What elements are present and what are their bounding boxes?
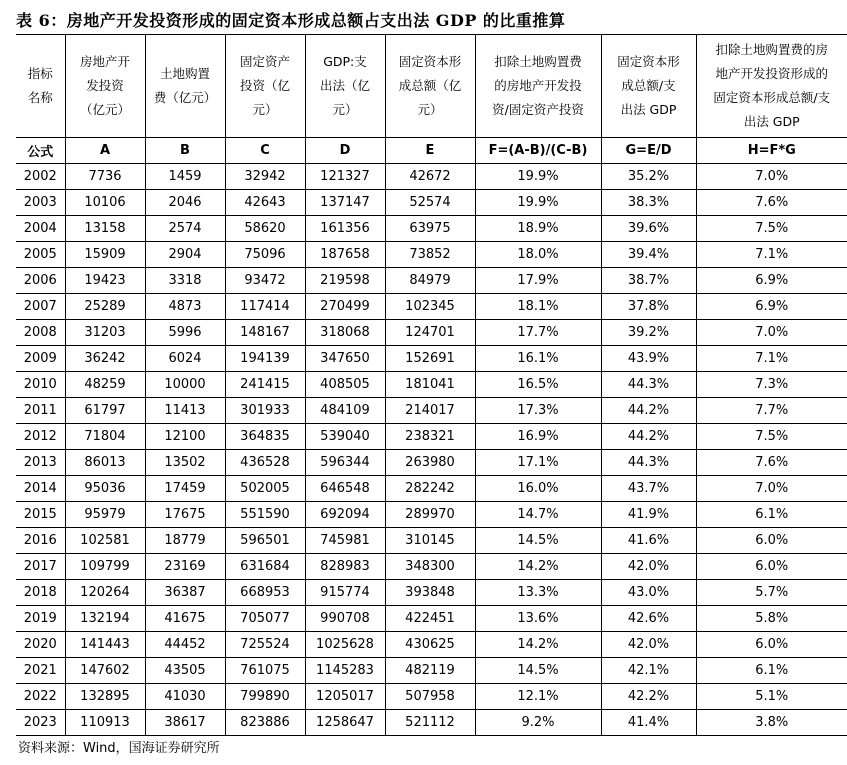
- table-cell: 393848: [385, 580, 475, 606]
- table-cell: 12100: [145, 424, 225, 450]
- table-cell: 799890: [225, 684, 305, 710]
- table-cell: 823886: [225, 710, 305, 736]
- table-cell: 42643: [225, 190, 305, 216]
- table-row: [16, 372, 847, 398]
- table-cell: 38.3%: [601, 190, 696, 216]
- table-cell: 725524: [225, 632, 305, 658]
- table-row: [16, 190, 847, 216]
- year-cell: 2017: [16, 554, 65, 580]
- table-row: [16, 294, 847, 320]
- table-cell: 17675: [145, 502, 225, 528]
- table-cell: 124701: [385, 320, 475, 346]
- table-cell: 18.1%: [475, 294, 601, 320]
- table-cell: 109799: [65, 554, 145, 580]
- table-cell: 110913: [65, 710, 145, 736]
- column-header: 房地产开 发投资 （亿元）: [65, 35, 145, 138]
- table-cell: 692094: [305, 502, 385, 528]
- table-row: [16, 684, 847, 710]
- table-row: [16, 346, 847, 372]
- table-row: [16, 398, 847, 424]
- table-cell: 6.0%: [696, 554, 847, 580]
- table-cell: 521112: [385, 710, 475, 736]
- formula-cell: A: [65, 138, 145, 164]
- year-cell: 2004: [16, 216, 65, 242]
- table-cell: 318068: [305, 320, 385, 346]
- table-cell: 43505: [145, 658, 225, 684]
- table-cell: 36242: [65, 346, 145, 372]
- formula-cell: C: [225, 138, 305, 164]
- year-cell: 2010: [16, 372, 65, 398]
- table-cell: 270499: [305, 294, 385, 320]
- year-cell: 2005: [16, 242, 65, 268]
- table-cell: 6.0%: [696, 528, 847, 554]
- table-cell: 705077: [225, 606, 305, 632]
- table-cell: 6.1%: [696, 658, 847, 684]
- table-cell: 596501: [225, 528, 305, 554]
- table-cell: 310145: [385, 528, 475, 554]
- table-cell: 422451: [385, 606, 475, 632]
- table-cell: 631684: [225, 554, 305, 580]
- column-header: GDP:支 出法（亿 元）: [305, 35, 385, 138]
- table-cell: 7736: [65, 164, 145, 190]
- table-cell: 39.6%: [601, 216, 696, 242]
- table-cell: 95036: [65, 476, 145, 502]
- table-row: [16, 580, 847, 606]
- table-cell: 16.5%: [475, 372, 601, 398]
- table-cell: 6.1%: [696, 502, 847, 528]
- table-cell: 42.2%: [601, 684, 696, 710]
- table-cell: 121327: [305, 164, 385, 190]
- year-cell: 2019: [16, 606, 65, 632]
- table-cell: 17.1%: [475, 450, 601, 476]
- table-cell: 38.7%: [601, 268, 696, 294]
- formula-cell: F=(A-B)/(C-B): [475, 138, 601, 164]
- table-cell: 194139: [225, 346, 305, 372]
- table-row: [16, 320, 847, 346]
- table-cell: 63975: [385, 216, 475, 242]
- table-cell: 43.7%: [601, 476, 696, 502]
- table-cell: 61797: [65, 398, 145, 424]
- table-cell: 6.9%: [696, 268, 847, 294]
- table-cell: 71804: [65, 424, 145, 450]
- table-cell: 5.7%: [696, 580, 847, 606]
- table-cell: 17.9%: [475, 268, 601, 294]
- table-cell: 48259: [65, 372, 145, 398]
- table-row: [16, 710, 847, 736]
- table-cell: 117414: [225, 294, 305, 320]
- table-cell: 41.9%: [601, 502, 696, 528]
- table-cell: 17.7%: [475, 320, 601, 346]
- column-header: 土地购置 费（亿元）: [145, 35, 225, 138]
- table-cell: 17459: [145, 476, 225, 502]
- table-row: [16, 268, 847, 294]
- table-row: [16, 216, 847, 242]
- table-cell: 14.2%: [475, 554, 601, 580]
- table-cell: 7.7%: [696, 398, 847, 424]
- table-row: [16, 502, 847, 528]
- table-cell: 43.9%: [601, 346, 696, 372]
- table-cell: 1025628: [305, 632, 385, 658]
- table-cell: 348300: [385, 554, 475, 580]
- table-cell: 347650: [305, 346, 385, 372]
- table-cell: 14.2%: [475, 632, 601, 658]
- table-cell: 141443: [65, 632, 145, 658]
- table-cell: 482119: [385, 658, 475, 684]
- table-cell: 95979: [65, 502, 145, 528]
- table-title: 表 6：房地产开发投资形成的固定资本形成总额占支出法 GDP 的比重推算: [16, 11, 566, 30]
- table-cell: 17.3%: [475, 398, 601, 424]
- year-cell: 2008: [16, 320, 65, 346]
- table-cell: 19.9%: [475, 190, 601, 216]
- year-cell: 2011: [16, 398, 65, 424]
- table-cell: 16.9%: [475, 424, 601, 450]
- table-cell: 41.4%: [601, 710, 696, 736]
- table-row: [16, 528, 847, 554]
- table-row: [16, 606, 847, 632]
- table-cell: 238321: [385, 424, 475, 450]
- year-cell: 2006: [16, 268, 65, 294]
- table-cell: 7.1%: [696, 346, 847, 372]
- table-cell: 41675: [145, 606, 225, 632]
- table-cell: 219598: [305, 268, 385, 294]
- table-cell: 42672: [385, 164, 475, 190]
- table-cell: 241415: [225, 372, 305, 398]
- table-row: [16, 164, 847, 190]
- table-cell: 161356: [305, 216, 385, 242]
- table-cell: 1145283: [305, 658, 385, 684]
- table-cell: 6.0%: [696, 632, 847, 658]
- table-cell: 9.2%: [475, 710, 601, 736]
- column-header: 扣除土地购置费 的房地产开发投 资/固定资产投资: [475, 35, 601, 138]
- table-cell: 214017: [385, 398, 475, 424]
- table-cell: 7.6%: [696, 190, 847, 216]
- table-cell: 73852: [385, 242, 475, 268]
- table-cell: 37.8%: [601, 294, 696, 320]
- table-cell: 301933: [225, 398, 305, 424]
- table-cell: 19423: [65, 268, 145, 294]
- table-cell: 39.4%: [601, 242, 696, 268]
- year-cell: 2015: [16, 502, 65, 528]
- table-cell: 43.0%: [601, 580, 696, 606]
- column-header: 固定资本形 成总额/支 出法 GDP: [601, 35, 696, 138]
- table-cell: 18779: [145, 528, 225, 554]
- table-cell: 990708: [305, 606, 385, 632]
- year-cell: 2003: [16, 190, 65, 216]
- table-cell: 42.1%: [601, 658, 696, 684]
- table-cell: 42.6%: [601, 606, 696, 632]
- year-cell: 2023: [16, 710, 65, 736]
- year-cell: 2007: [16, 294, 65, 320]
- table-cell: 42.0%: [601, 554, 696, 580]
- table-cell: 13502: [145, 450, 225, 476]
- year-cell: 2014: [16, 476, 65, 502]
- table-cell: 44.3%: [601, 372, 696, 398]
- table-cell: 42.0%: [601, 632, 696, 658]
- table-cell: 15909: [65, 242, 145, 268]
- table-cell: 36387: [145, 580, 225, 606]
- table-cell: 11413: [145, 398, 225, 424]
- table-cell: 12.1%: [475, 684, 601, 710]
- table-row: [16, 242, 847, 268]
- table-cell: 52574: [385, 190, 475, 216]
- table-cell: 137147: [305, 190, 385, 216]
- table-cell: 44.3%: [601, 450, 696, 476]
- table-cell: 16.1%: [475, 346, 601, 372]
- table-cell: 23169: [145, 554, 225, 580]
- table-cell: 7.6%: [696, 450, 847, 476]
- table-cell: 41.6%: [601, 528, 696, 554]
- table-cell: 263980: [385, 450, 475, 476]
- table-cell: 502005: [225, 476, 305, 502]
- formula-cell: H=F*G: [696, 138, 847, 164]
- table-cell: 152691: [385, 346, 475, 372]
- table-cell: 13.6%: [475, 606, 601, 632]
- year-cell: 2002: [16, 164, 65, 190]
- column-header: 扣除土地购置费的房 地产开发投资形成的 固定资本形成总额/支 出法 GDP: [696, 35, 847, 138]
- table-cell: 14.5%: [475, 658, 601, 684]
- table-cell: 551590: [225, 502, 305, 528]
- table-cell: 5.8%: [696, 606, 847, 632]
- table-cell: 408505: [305, 372, 385, 398]
- table-cell: 18.9%: [475, 216, 601, 242]
- data-table: [16, 35, 847, 736]
- table-cell: 32942: [225, 164, 305, 190]
- year-cell: 2020: [16, 632, 65, 658]
- table-cell: 19.9%: [475, 164, 601, 190]
- table-cell: 39.2%: [601, 320, 696, 346]
- table-cell: 102345: [385, 294, 475, 320]
- table-cell: 14.5%: [475, 528, 601, 554]
- table-row: [16, 450, 847, 476]
- formula-cell: D: [305, 138, 385, 164]
- column-header: 固定资本形 成总额（亿 元）: [385, 35, 475, 138]
- table-cell: 5996: [145, 320, 225, 346]
- table-cell: 13158: [65, 216, 145, 242]
- source-note: 资料来源：Wind，国海证券研究所: [18, 741, 220, 756]
- table-row: [16, 476, 847, 502]
- table-row: [16, 554, 847, 580]
- formula-cell: B: [145, 138, 225, 164]
- column-header: 指标 名称: [16, 35, 65, 138]
- table-cell: 3.8%: [696, 710, 847, 736]
- year-cell: 2013: [16, 450, 65, 476]
- table-cell: 646548: [305, 476, 385, 502]
- table-cell: 1459: [145, 164, 225, 190]
- table-cell: 289970: [385, 502, 475, 528]
- formula-cell: 公式: [16, 138, 65, 164]
- year-cell: 2018: [16, 580, 65, 606]
- table-cell: 1258647: [305, 710, 385, 736]
- table-cell: 13.3%: [475, 580, 601, 606]
- table-cell: 430625: [385, 632, 475, 658]
- table-cell: 6.9%: [696, 294, 847, 320]
- year-cell: 2022: [16, 684, 65, 710]
- table-cell: 187658: [305, 242, 385, 268]
- table-cell: 668953: [225, 580, 305, 606]
- table-cell: 7.5%: [696, 424, 847, 450]
- table-cell: 2046: [145, 190, 225, 216]
- table-cell: 120264: [65, 580, 145, 606]
- table-cell: 436528: [225, 450, 305, 476]
- table-cell: 147602: [65, 658, 145, 684]
- table-cell: 6024: [145, 346, 225, 372]
- table-cell: 2574: [145, 216, 225, 242]
- table-cell: 10000: [145, 372, 225, 398]
- table-cell: 4873: [145, 294, 225, 320]
- table-cell: 38617: [145, 710, 225, 736]
- table-cell: 14.7%: [475, 502, 601, 528]
- table-cell: 93472: [225, 268, 305, 294]
- table-cell: 761075: [225, 658, 305, 684]
- table-cell: 7.0%: [696, 164, 847, 190]
- header-row: [16, 35, 847, 138]
- table-cell: 132194: [65, 606, 145, 632]
- table-row: [16, 424, 847, 450]
- table-cell: 2904: [145, 242, 225, 268]
- table-cell: 7.3%: [696, 372, 847, 398]
- table-cell: 7.0%: [696, 476, 847, 502]
- formula-row: [16, 138, 847, 164]
- table-cell: 41030: [145, 684, 225, 710]
- table-cell: 828983: [305, 554, 385, 580]
- table-cell: 539040: [305, 424, 385, 450]
- year-cell: 2012: [16, 424, 65, 450]
- table-cell: 25289: [65, 294, 145, 320]
- table-cell: 31203: [65, 320, 145, 346]
- table-cell: 58620: [225, 216, 305, 242]
- formula-cell: G=E/D: [601, 138, 696, 164]
- table-cell: 1205017: [305, 684, 385, 710]
- table-cell: 915774: [305, 580, 385, 606]
- table-cell: 7.1%: [696, 242, 847, 268]
- table-cell: 745981: [305, 528, 385, 554]
- year-cell: 2021: [16, 658, 65, 684]
- table-cell: 44.2%: [601, 398, 696, 424]
- table-body: [16, 164, 847, 736]
- column-header: 固定资产 投资（亿 元）: [225, 35, 305, 138]
- table-cell: 10106: [65, 190, 145, 216]
- table-cell: 282242: [385, 476, 475, 502]
- table-cell: 16.0%: [475, 476, 601, 502]
- year-cell: 2009: [16, 346, 65, 372]
- table-row: [16, 658, 847, 684]
- table-cell: 596344: [305, 450, 385, 476]
- table-cell: 181041: [385, 372, 475, 398]
- table-cell: 44.2%: [601, 424, 696, 450]
- table-cell: 44452: [145, 632, 225, 658]
- table-cell: 18.0%: [475, 242, 601, 268]
- table-cell: 84979: [385, 268, 475, 294]
- table-cell: 7.0%: [696, 320, 847, 346]
- table-cell: 86013: [65, 450, 145, 476]
- table-cell: 364835: [225, 424, 305, 450]
- table-cell: 7.5%: [696, 216, 847, 242]
- table-cell: 75096: [225, 242, 305, 268]
- table-cell: 35.2%: [601, 164, 696, 190]
- table-cell: 132895: [65, 684, 145, 710]
- table-cell: 5.1%: [696, 684, 847, 710]
- table-cell: 507958: [385, 684, 475, 710]
- year-cell: 2016: [16, 528, 65, 554]
- table-cell: 484109: [305, 398, 385, 424]
- table-row: [16, 632, 847, 658]
- table-cell: 102581: [65, 528, 145, 554]
- formula-cell: E: [385, 138, 475, 164]
- table-cell: 3318: [145, 268, 225, 294]
- table-cell: 148167: [225, 320, 305, 346]
